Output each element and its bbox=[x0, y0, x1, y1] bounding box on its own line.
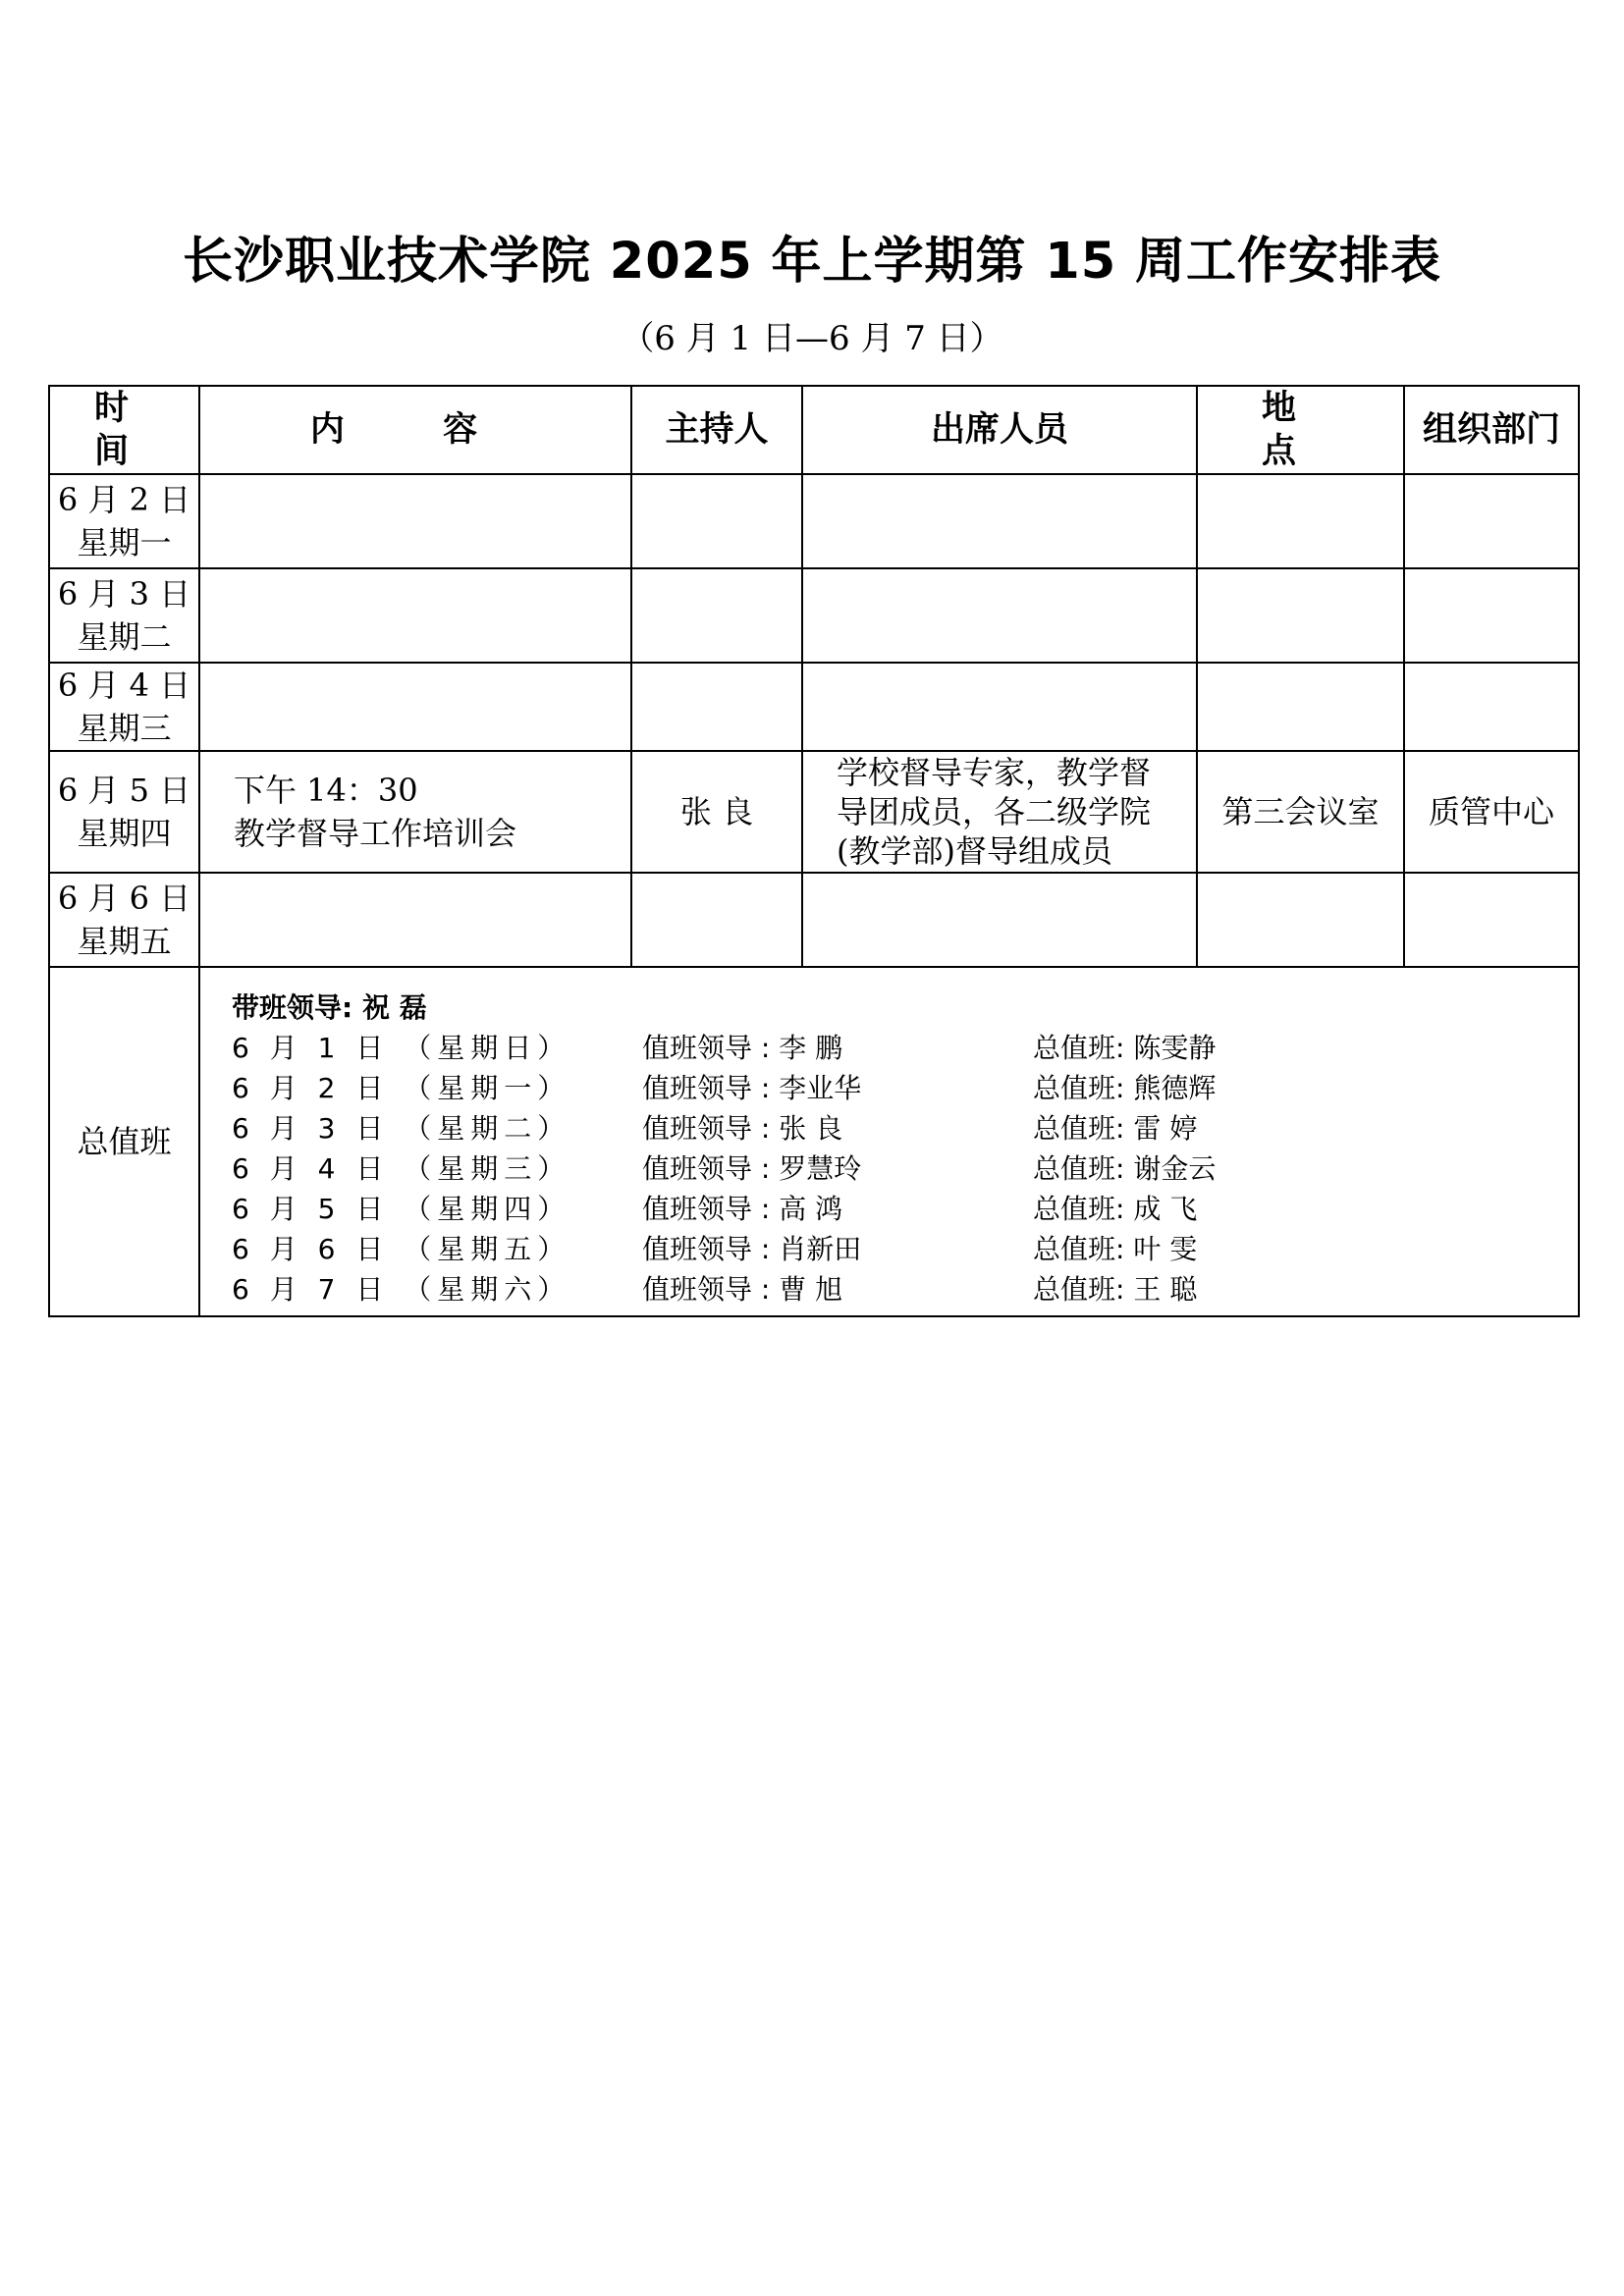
attendees-cell bbox=[802, 663, 1197, 751]
attendees-cell bbox=[802, 568, 1197, 663]
header-host: 主持人 bbox=[631, 386, 802, 474]
duty-officer: 总值班: 陈雯静 bbox=[1033, 1032, 1217, 1064]
duty-leader: 值班领导 : 李 鹏 bbox=[642, 1032, 843, 1064]
date-range-subtitle: （6 月 1 日—6 月 7 日） bbox=[621, 319, 1003, 358]
content-cell bbox=[199, 751, 631, 873]
header-time: 时 间 bbox=[49, 386, 199, 474]
department-cell bbox=[1404, 663, 1579, 751]
duty-day: 6 月 3 日 （星期二） bbox=[232, 1112, 571, 1145]
duty-leader-line: 带班领导: 祝 磊 bbox=[232, 991, 427, 1024]
row-weekday: 星期四 bbox=[77, 815, 172, 852]
duty-entry bbox=[232, 1028, 1578, 1068]
row-date: 6 月 5 日 bbox=[57, 772, 191, 809]
row-date: 6 月 6 日 bbox=[57, 880, 191, 917]
duty-officer: 总值班: 熊德辉 bbox=[1033, 1072, 1217, 1104]
table-row bbox=[49, 474, 1579, 568]
duty-officer: 总值班: 谢金云 bbox=[1033, 1152, 1217, 1185]
duty-leader: 值班领导 : 张 良 bbox=[642, 1112, 843, 1145]
duty-officer: 总值班: 王 聪 bbox=[1033, 1273, 1198, 1306]
duty-roster bbox=[199, 967, 1579, 1316]
content-title: 教学督导工作培训会 bbox=[234, 815, 517, 852]
duty-entry bbox=[232, 1189, 1578, 1229]
duty-label: 总值班 bbox=[49, 967, 199, 1316]
schedule-table bbox=[48, 385, 1580, 1317]
duty-leader: 值班领导 : 曹 旭 bbox=[642, 1273, 843, 1306]
duty-day: 6 月 6 日 （星期五） bbox=[232, 1233, 571, 1265]
location-cell: 第三会议室 bbox=[1197, 751, 1404, 873]
location-cell bbox=[1197, 663, 1404, 751]
duty-leader: 值班领导 : 肖新田 bbox=[642, 1233, 862, 1265]
department-cell: 质管中心 bbox=[1404, 751, 1579, 873]
row-weekday: 星期三 bbox=[77, 710, 172, 747]
date-cell bbox=[49, 474, 199, 568]
date-cell bbox=[49, 873, 199, 967]
duty-leader: 值班领导 : 罗慧玲 bbox=[642, 1152, 862, 1185]
host-cell bbox=[631, 873, 802, 967]
duty-day: 6 月 7 日 （星期六） bbox=[232, 1273, 571, 1306]
location-cell bbox=[1197, 873, 1404, 967]
content-cell bbox=[199, 873, 631, 967]
location-cell bbox=[1197, 568, 1404, 663]
host-cell bbox=[631, 568, 802, 663]
table-row bbox=[49, 873, 1579, 967]
duty-leader: 值班领导 : 李业华 bbox=[642, 1072, 862, 1104]
department-cell bbox=[1404, 873, 1579, 967]
duty-row bbox=[49, 967, 1579, 1316]
duty-officer: 总值班: 叶 雯 bbox=[1033, 1233, 1198, 1265]
duty-entry bbox=[232, 1108, 1578, 1148]
duty-day: 6 月 2 日 （星期一） bbox=[232, 1072, 571, 1104]
row-date: 6 月 2 日 bbox=[57, 481, 191, 518]
date-cell bbox=[49, 663, 199, 751]
duty-day: 6 月 4 日 （星期三） bbox=[232, 1152, 571, 1185]
attendees-cell bbox=[802, 474, 1197, 568]
duty-entry bbox=[232, 1068, 1578, 1108]
table-row bbox=[49, 663, 1579, 751]
date-cell bbox=[49, 751, 199, 873]
duty-officer: 总值班: 成 飞 bbox=[1033, 1193, 1198, 1225]
content-cell bbox=[199, 474, 631, 568]
duty-entry bbox=[232, 1229, 1578, 1269]
duty-officer: 总值班: 雷 婷 bbox=[1033, 1112, 1198, 1145]
duty-leader: 值班领导 : 高 鸿 bbox=[642, 1193, 843, 1225]
content-cell bbox=[199, 568, 631, 663]
header-attendees: 出席人员 bbox=[802, 386, 1197, 474]
duty-entry bbox=[232, 1148, 1578, 1189]
attendees-cell bbox=[802, 873, 1197, 967]
row-date: 6 月 4 日 bbox=[57, 667, 191, 704]
row-weekday: 星期二 bbox=[77, 618, 172, 656]
location-cell bbox=[1197, 474, 1404, 568]
row-weekday: 星期五 bbox=[77, 923, 172, 960]
department-cell bbox=[1404, 474, 1579, 568]
header-row bbox=[49, 386, 1579, 474]
duty-entry bbox=[232, 1269, 1578, 1309]
host-cell: 张 良 bbox=[631, 751, 802, 873]
duty-day: 6 月 5 日 （星期四） bbox=[232, 1193, 571, 1225]
date-cell bbox=[49, 568, 199, 663]
header-department: 组织部门 bbox=[1404, 386, 1579, 474]
row-date: 6 月 3 日 bbox=[57, 575, 191, 613]
content-cell bbox=[199, 663, 631, 751]
table-row bbox=[49, 568, 1579, 663]
header-content: 内 容 bbox=[199, 386, 631, 474]
attendees-cell: 学校督导专家，教学督导团成员，各二级学院(教学部)督导组成员 bbox=[802, 751, 1197, 873]
table-row bbox=[49, 751, 1579, 873]
department-cell bbox=[1404, 568, 1579, 663]
host-cell bbox=[631, 663, 802, 751]
document-title: 长沙职业技术学院 2025 年上学期第 15 周工作安排表 bbox=[183, 233, 1441, 291]
duty-day: 6 月 1 日 （星期日） bbox=[232, 1032, 571, 1064]
host-cell bbox=[631, 474, 802, 568]
row-weekday: 星期一 bbox=[77, 524, 172, 561]
header-location: 地 点 bbox=[1197, 386, 1404, 474]
content-time: 下午 14：30 bbox=[234, 772, 418, 809]
